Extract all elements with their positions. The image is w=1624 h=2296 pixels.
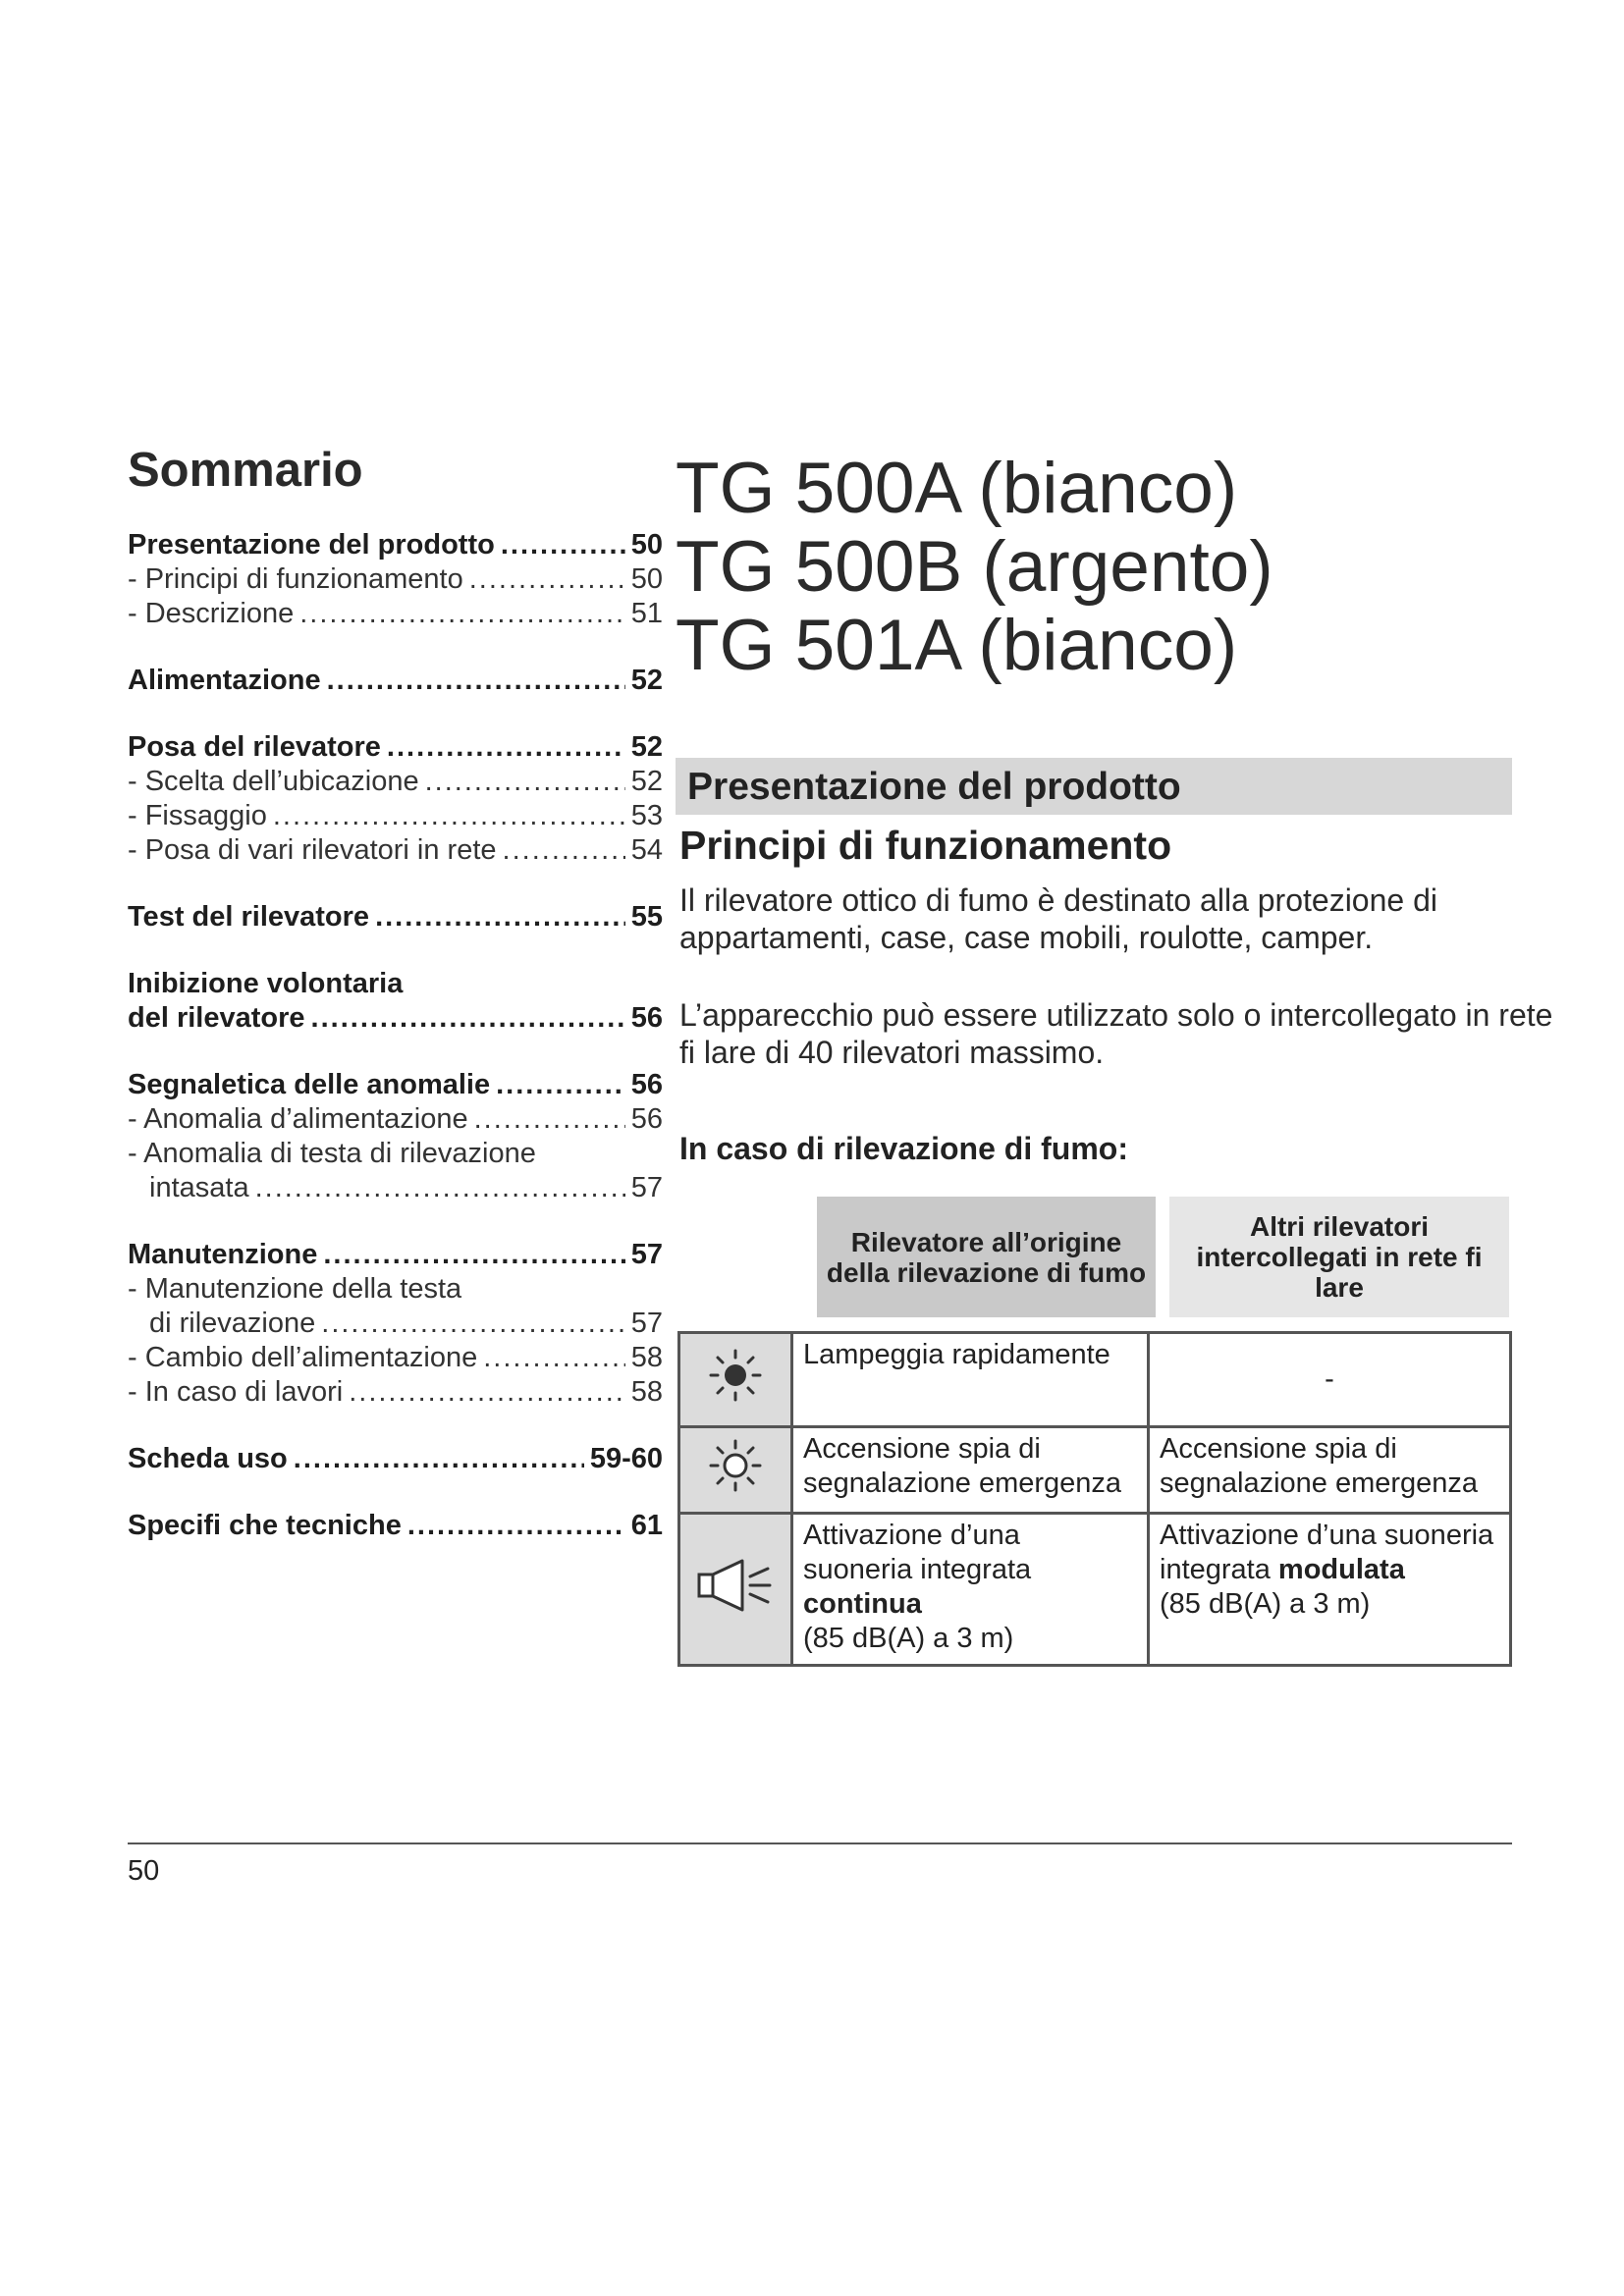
footer-divider — [128, 1842, 1512, 1844]
origin-detector-cell: Attivazione d’una suoneria integrata continua (85 dB(A) a 3 m) — [792, 1514, 1149, 1666]
model-title: TG 500B (argento) — [676, 527, 1273, 607]
toc-entry[interactable]: Manutenzione ..... 57 — [128, 1238, 663, 1272]
toc-entry[interactable]: intasata ..... 57 — [128, 1171, 663, 1205]
toc-group — [128, 967, 663, 1036]
blinking-light-icon — [679, 1333, 792, 1427]
table-of-contents — [128, 444, 663, 1575]
toc-entry[interactable]: - Anomalia d’alimentazione ..... 56 — [128, 1102, 663, 1137]
toc-entry[interactable]: - Descrizione ..... 51 — [128, 597, 663, 631]
siren-icon — [679, 1514, 792, 1666]
light-on-icon — [679, 1427, 792, 1514]
toc-entry[interactable]: Alimentazione ..... 52 — [128, 664, 663, 698]
toc-entry[interactable]: - Cambio dell’alimentazione ..... 58 — [128, 1341, 663, 1375]
toc-title: Sommario — [128, 444, 363, 497]
toc-entry[interactable]: - In caso di lavori ..... 58 — [128, 1375, 663, 1410]
paragraph: Il rilevatore ottico di fumo è destinato alla protezione di appartamenti, case, case mobili, roulotte, camper. — [679, 882, 1437, 955]
toc-group — [128, 664, 663, 698]
column-header-origin-detector: Rilevatore all’origine della rilevazione di fumo — [817, 1197, 1156, 1317]
smoke-detection-heading: In caso di rilevazione di fumo: — [679, 1131, 1128, 1166]
toc-entry[interactable]: Segnaletica delle anomalie ..... 56 — [128, 1068, 663, 1102]
toc-entry[interactable]: - Posa di vari rilevatori in rete ..... 54 — [128, 833, 663, 868]
table-row — [679, 1333, 1511, 1427]
section-header-bar — [676, 758, 1512, 815]
toc-entry[interactable]: - Manutenzione della testa — [128, 1273, 462, 1305]
toc-group — [128, 1238, 663, 1410]
toc-entry[interactable]: Posa del rilevatore ..... 52 — [128, 730, 663, 765]
table-row — [679, 1427, 1511, 1514]
toc-entry[interactable]: Scheda uso ..... 59-60 — [128, 1442, 663, 1476]
toc-entry[interactable]: di rilevazione ..... 57 — [128, 1307, 663, 1341]
other-detectors-cell: Attivazione d’una suoneria integrata modulata (85 dB(A) a 3 m) — [1149, 1514, 1511, 1666]
toc-entry[interactable]: Inibizione volontaria — [128, 968, 404, 999]
model-titles — [676, 450, 1273, 685]
toc-group — [128, 900, 663, 934]
section-subtitle: Principi di funzionamento — [679, 823, 1172, 868]
toc-group — [128, 528, 663, 631]
section-title: Presentazione del prodotto — [687, 766, 1181, 808]
toc-group — [128, 730, 663, 868]
toc-entry[interactable]: - Scelta dell’ubicazione ..... 52 — [128, 765, 663, 799]
table-row — [679, 1514, 1511, 1666]
model-title: TG 500A (bianco) — [676, 449, 1238, 528]
toc-group — [128, 1442, 663, 1476]
other-detectors-cell: - — [1149, 1333, 1511, 1427]
column-header-other-detectors: Altri rilevatori intercollegati in rete fi lare — [1169, 1197, 1509, 1317]
paragraph: L’apparecchio può essere utilizzato solo o intercollegato in rete fi lare di 40 rilevatori massimo. — [679, 997, 1553, 1070]
page-number: 50 — [128, 1855, 160, 1887]
toc-entry[interactable]: - Principi di funzionamento ..... 50 — [128, 562, 663, 597]
toc-entry[interactable]: Presentazione del prodotto ..... 50 — [128, 528, 663, 562]
origin-detector-cell: Accensione spia di segnalazione emergenza — [792, 1427, 1149, 1514]
behavior-table — [677, 1331, 1512, 1667]
model-title: TG 501A (bianco) — [676, 606, 1238, 685]
toc-entry[interactable]: - Fissaggio ..... 53 — [128, 799, 663, 833]
toc-group — [128, 1068, 663, 1205]
toc-entry[interactable]: - Anomalia di testa di rilevazione — [128, 1138, 536, 1169]
toc-entry[interactable]: Test del rilevatore ..... 55 — [128, 900, 663, 934]
toc-entry[interactable]: del rilevatore ..... 56 — [128, 1001, 663, 1036]
other-detectors-cell: Accensione spia di segnalazione emergenza — [1149, 1427, 1511, 1514]
origin-detector-cell: Lampeggia rapidamente — [792, 1333, 1149, 1427]
toc-group — [128, 1509, 663, 1543]
toc-entry[interactable]: Specifi che tecniche ..... 61 — [128, 1509, 663, 1543]
